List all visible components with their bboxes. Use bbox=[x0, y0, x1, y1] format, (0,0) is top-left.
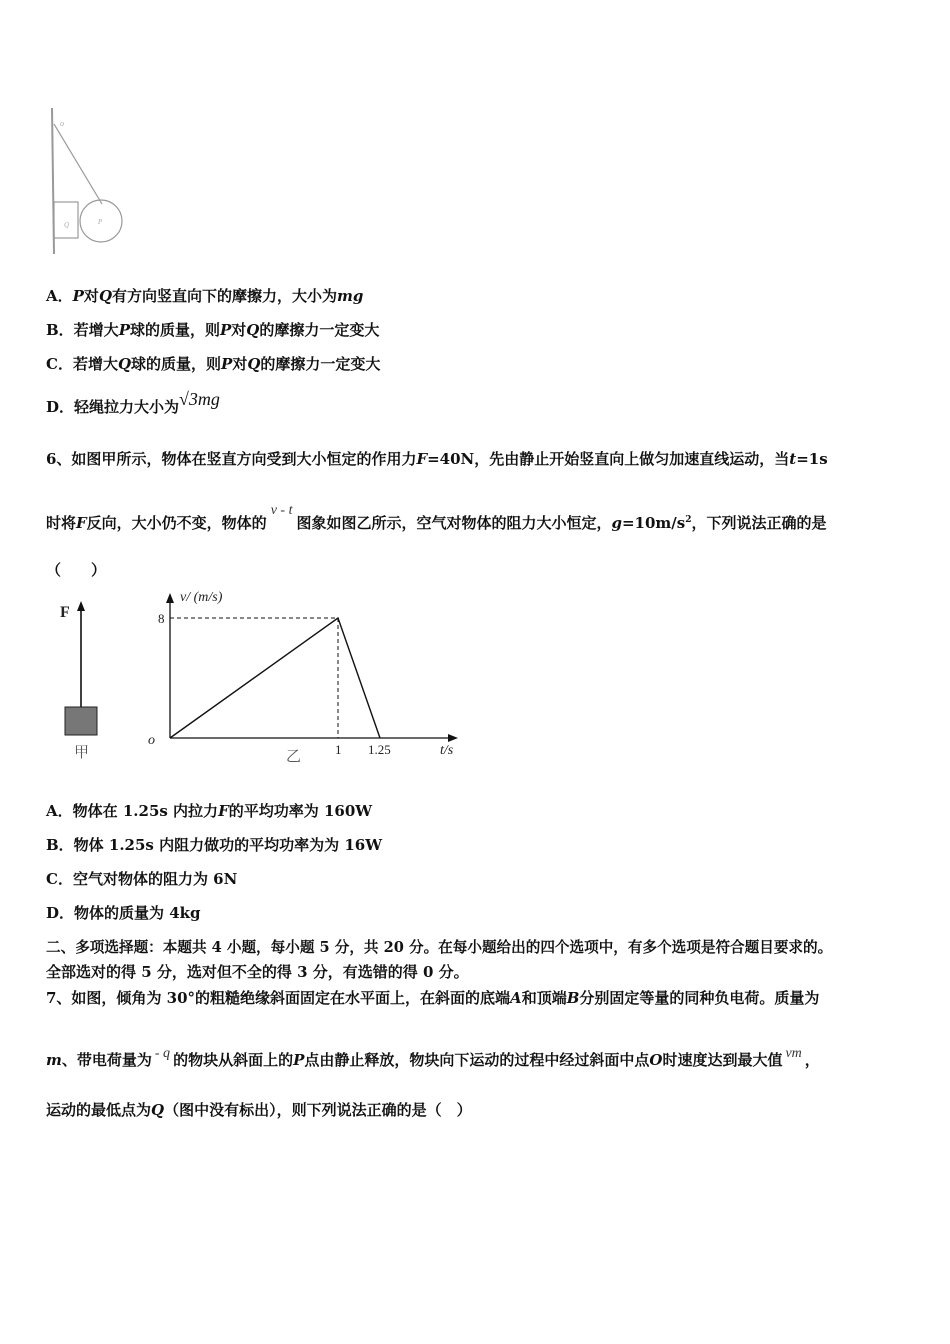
y-tick-label: 8 bbox=[158, 611, 165, 626]
object-block bbox=[65, 707, 97, 735]
v-t-symbol: v - t bbox=[270, 503, 293, 518]
q5-option-a: A．P对Q有方向竖直向下的摩擦力，大小为mg bbox=[46, 287, 364, 305]
sqrt3-mg: √3mg bbox=[179, 389, 220, 409]
force-label: F bbox=[60, 604, 70, 621]
pq-figure bbox=[40, 100, 140, 260]
vm-symbol: vm bbox=[785, 1046, 802, 1061]
origin-label: o bbox=[148, 733, 155, 748]
q6-option-b: B．物体 1.25s 内阻力做功的平均功率为为 16W bbox=[46, 836, 383, 854]
caption-yi: 乙 bbox=[286, 749, 302, 765]
q7-line-3: 运动的最低点为Q（图中没有标出），则下列说法正确的是（ ） bbox=[46, 1101, 472, 1119]
label-o: o bbox=[60, 119, 64, 128]
q7-line-1: 7、如图，倾角为 30°的粗糙绝缘斜面固定在水平面上，在斜面的底端A和顶端B分别固定等量的同种负电荷。质量为 bbox=[46, 989, 820, 1007]
y-axis-label: v/ (m/s) bbox=[180, 590, 223, 605]
minus-q-symbol: - q bbox=[154, 1046, 171, 1061]
q5-option-d: D．轻绳拉力大小为√3mg bbox=[46, 389, 220, 416]
x-axis-label: t/s bbox=[440, 743, 454, 758]
caption-jia: 甲 bbox=[74, 745, 90, 761]
label-p: P bbox=[98, 218, 103, 226]
rope-line bbox=[54, 124, 102, 204]
q6-line-2: 时将F反向，大小仍不变，物体的v - t图象如图乙所示，空气对物体的阻力大小恒定，$g=10m/s^2$，下列说法正确的是 bbox=[46, 503, 827, 532]
vt-chart bbox=[140, 585, 470, 770]
q7-line-2: m、带电荷量为 - q 的物块从斜面上的P点由静止释放，物块向下运动的过程中经过斜面中点O时速度达到最大值 vm ， bbox=[46, 1046, 820, 1069]
q5-option-b: B．若增大P球的质量，则P对Q的摩擦力一定变大 bbox=[46, 321, 380, 339]
q6-option-a: A．物体在 1.25s 内拉力F的平均功率为 160W bbox=[46, 802, 373, 820]
block-q bbox=[54, 202, 78, 238]
q6-line-1: 6、如图甲所示，物体在竖直方向受到大小恒定的作用力F=40N，先由静止开始竖直向上做匀加速直线运动，当t=1s bbox=[46, 450, 828, 468]
force-arrow-head bbox=[77, 601, 85, 611]
q6-option-c: C．空气对物体的阻力为 6N bbox=[46, 870, 238, 888]
x-tick-label: 1 bbox=[335, 742, 342, 757]
y-axis-arrow bbox=[166, 593, 174, 603]
q6-line-3: （ ） bbox=[46, 561, 107, 579]
x-axis-arrow bbox=[448, 734, 458, 742]
section2-line-2: 全部选对的得 5 分，选对但不全的得 3 分，有选错的得 0 分。 bbox=[46, 963, 469, 981]
x-tick-label: 1.25 bbox=[368, 742, 391, 757]
section2-line-1: 二、多项选择题：本题共 4 小题，每小题 5 分，共 20 分。在每小题给出的四个选项中，有多个选项是符合题目要求的。 bbox=[46, 939, 833, 956]
q5-option-c: C．若增大Q球的质量，则P对Q的摩擦力一定变大 bbox=[46, 355, 381, 373]
q6-option-d: D．物体的质量为 4kg bbox=[46, 904, 201, 922]
figure-jia bbox=[50, 595, 110, 765]
velocity-series-line bbox=[170, 618, 380, 738]
label-q: Q bbox=[64, 221, 70, 229]
